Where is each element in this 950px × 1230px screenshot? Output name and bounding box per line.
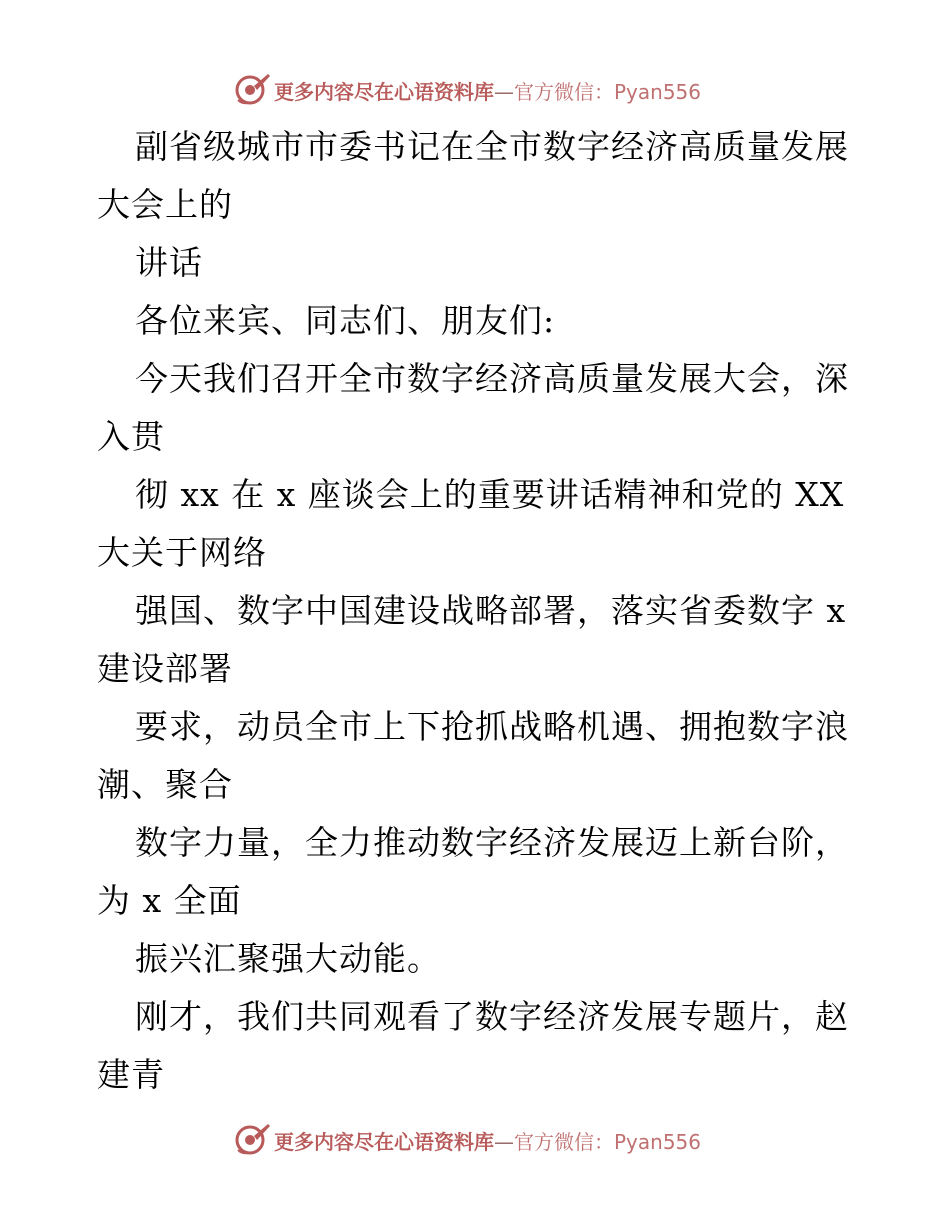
doc-line: 潮、聚合 (97, 765, 233, 804)
watermark-site-text: 更多内容尽在心语资料库 (274, 1129, 494, 1154)
watermark-site-text: 更多内容尽在心语资料库 (274, 79, 494, 104)
doc-line: 刚才，我们共同观看了数字经济发展专题片，赵 (135, 997, 849, 1036)
doc-line: 今天我们召开全市数字经济高质量发展大会，深 (135, 359, 849, 398)
doc-line: 要求，动员全市上下抢抓战略机遇、拥抱数字浪 (135, 707, 849, 746)
doc-line: 建设部署 (97, 649, 233, 688)
document-body (97, 118, 857, 1104)
doc-line: 振兴汇聚强大动能。 (135, 939, 441, 978)
doc-line: 建青 (97, 1055, 165, 1094)
doc-line: 大关于网络 (97, 533, 267, 572)
doc-line: 强国、数字中国建设战略部署，落实省委数字 x (135, 591, 847, 630)
watermark-separator: — (494, 79, 514, 104)
doc-line: 彻 xx 在 x 座谈会上的重要讲话精神和党的 XX (135, 475, 845, 514)
doc-line: 入贯 (97, 417, 165, 456)
doc-line: 数字力量，全力推动数字经济发展迈上新台阶， (135, 823, 849, 862)
doc-line: 副省级城市市委书记在全市数字经济高质量发展 (135, 127, 849, 166)
header-watermark-banner (232, 70, 701, 110)
watermark-separator: — (494, 1129, 514, 1154)
watermark-wechat-text: 官方微信：Pyan556 (514, 79, 702, 104)
watermark-text (274, 1126, 701, 1155)
quill-seal-logo-icon (232, 1120, 272, 1160)
doc-line: 大会上的 (97, 185, 233, 224)
quill-seal-logo-icon (232, 70, 272, 110)
watermark-wechat-text: 官方微信：Pyan556 (514, 1129, 702, 1154)
footer-watermark-banner (232, 1120, 701, 1160)
watermark-text (274, 76, 701, 105)
doc-line: 各位来宾、同志们、朋友们: (135, 301, 556, 340)
doc-line: 讲话 (135, 243, 203, 282)
doc-line: 为 x 全面 (97, 881, 242, 920)
